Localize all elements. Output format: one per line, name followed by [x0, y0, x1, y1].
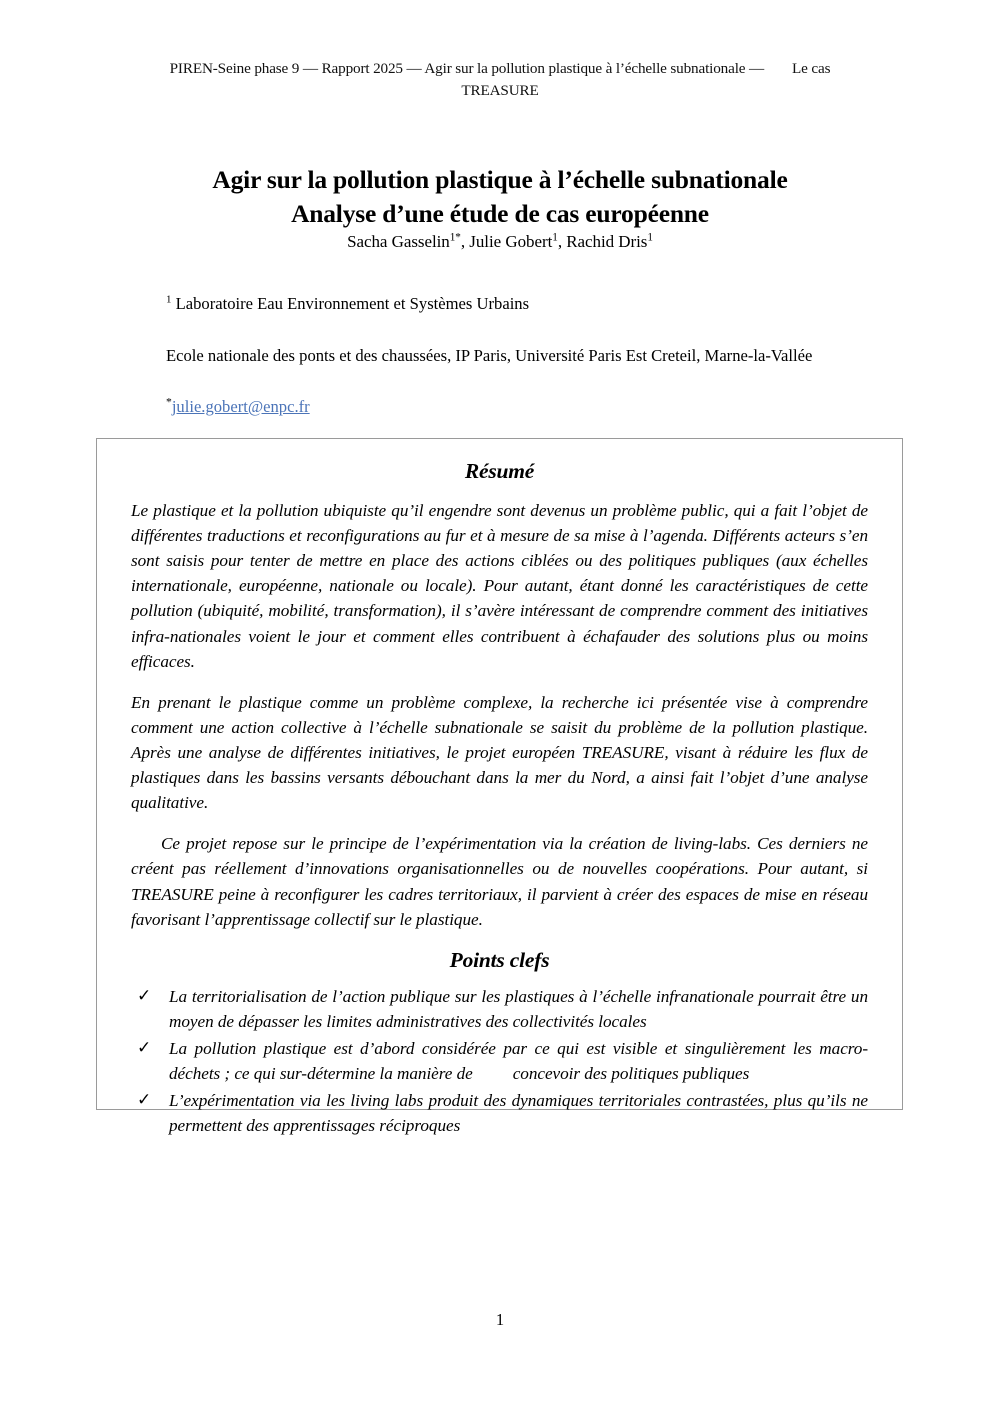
- list-item: [131, 984, 868, 1034]
- running-header-left: PIREN-Seine phase 9 — Rapport 2025 — Agir sur la pollution plastique à l’échelle subnationale —: [169, 60, 765, 77]
- corresponding-star-icon: *: [166, 395, 172, 409]
- running-header: [118, 58, 882, 101]
- key-points-heading: Points clefs: [449, 947, 550, 972]
- author-name-1: Sacha Gasselin: [347, 232, 450, 251]
- affiliation-marker: 1: [166, 293, 172, 306]
- abstract-paragraph-1: Le plastique et la pollution ubiquiste qu’il engendre sont devenus un problème public, qui a fait l’objet de différentes traductions et reconfigurations au fur et à mesure de sa mise à l’agenda. Différents acteurs s’en sont saisis pour tenter de mettre en place des actions ciblées ou des politiques publiques (aux échelles internationale, européenne, nationale ou locale). Pour autant, étant donné les caractéristiques de cette pollution (ubiquité, mobilité, transformation), il s’avère intéressant de comprendre comment des initiatives infra-nationales voient le jour et comment elles contribuent à échafauder des solutions plus ou moins efficaces.: [131, 501, 868, 671]
- key-point-text-3: L’expérimentation via les living labs produit des dynamiques territoriales contrastées, plus qu’ils ne permettent des apprentissages réciproques: [169, 1091, 868, 1136]
- abstract-heading: Résumé: [464, 459, 535, 483]
- corresponding-email: [166, 395, 838, 420]
- author-affil-marker-2: 1: [552, 231, 558, 244]
- page-title-line-2: Analyse d’une étude de cas européenne: [291, 198, 709, 228]
- email-link[interactable]: julie.gobert@enpc.fr: [171, 396, 310, 416]
- key-point-text-2b: concevoir des politiques publiques: [512, 1064, 750, 1084]
- check-icon: ✓: [137, 985, 152, 1005]
- check-icon: ✓: [137, 1037, 152, 1057]
- abstract-paragraph-2: En prenant le plastique comme un problème complexe, la recherche ici présentée vise à comprendre comment une action collective à l’échelle subnationale se saisit du problème de la pollution plastique. Après une analyse de différentes initiatives, le projet européen TREASURE, visant à réduire les flux de plastiques dans les bassins versants débouchant dans la mer du Nord, a ainsi fait l’objet d’une analyse qualitative.: [131, 692, 868, 813]
- key-point-text-1: La territorialisation de l’action publique sur les plastiques à l’échelle infranationale pourrait être un moyen de dépasser les limites administratives des collectivités locales: [169, 986, 868, 1031]
- author-separator-1: ,: [460, 232, 470, 251]
- author-affil-marker-1: 1*: [449, 231, 461, 244]
- key-point-text-2a: La pollution plastique est d’abord considérée par ce qui est visible et singulièrement les macro-déchets ; ce qui sur-détermine la manière de: [169, 1038, 868, 1084]
- author-affil-marker-3: 1: [647, 231, 653, 244]
- running-header-second-line: TREASURE: [461, 81, 539, 99]
- author-name-2: Julie Gobert: [469, 232, 553, 251]
- author-list: [100, 232, 900, 252]
- abstract-inner: [97, 439, 902, 1138]
- page-title-line-1: Agir sur la pollution plastique à l’échelle subnationale: [212, 165, 788, 195]
- affiliation-laboratory: [166, 292, 838, 317]
- affiliation-school: Ecole nationale des ponts et des chaussées, IP Paris, Université Paris Est Creteil, Marne-la-Vallée: [166, 345, 813, 365]
- affiliation-block: [166, 292, 838, 420]
- abstract-paragraph-3: Ce projet repose sur le principe de l’expérimentation via la création de living-labs. Ces derniers ne créent pas réellement d’innovations organisationnelles ou de nouvelles coopérations. Pour autant, si TREASURE peine à reconfigurer les cadres territoriaux, il parvient à créer des espaces de mise en réseau favorisant l’apprentissage collectif sur le plastique.: [131, 834, 868, 929]
- page-number: 1: [495, 1310, 505, 1329]
- abstract-box: [96, 438, 903, 1136]
- check-icon: ✓: [137, 1090, 152, 1110]
- key-points-list: [131, 984, 868, 1139]
- author-name-3: Rachid Dris: [566, 232, 648, 251]
- affiliation-laboratory-text: Laboratoire Eau Environnement et Systèmes Urbains: [171, 294, 530, 313]
- list-item: [131, 1036, 868, 1086]
- page-title: [100, 163, 900, 231]
- list-item: [131, 1088, 868, 1138]
- author-separator-2: ,: [557, 232, 567, 251]
- running-header-right: Le cas: [792, 60, 831, 77]
